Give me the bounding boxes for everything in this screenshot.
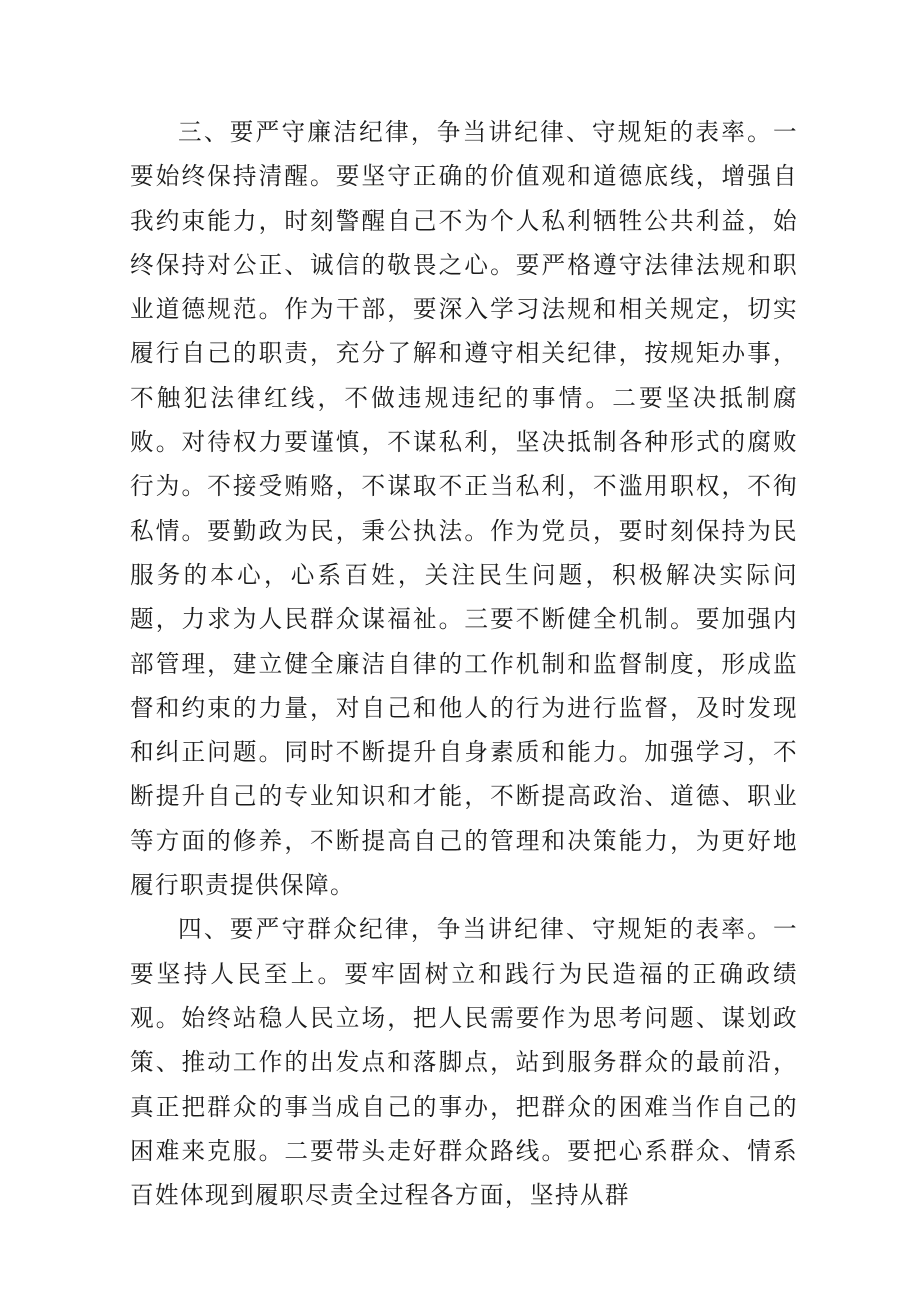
paragraph-section-four: 四、要严守群众纪律，争当讲纪律、守规矩的表率。一要坚持人民至上。要牢固树立和践行为民造福的正确政绩观。始终站稳人民立场，把人民需要作为思考问题、谋划政策、推动工作的出发点和落脚点，站到服务群众的最前沿，真正把群众的事当成自己的事办，把群众的困难当作自己的困难来克服。二要带头走好群众路线。要把心系群众、情系百姓体现到履职尽责全过程各方面，坚持从群	[130, 915, 798, 1210]
document-body	[130, 110, 798, 1217]
paragraph-section-three: 三、要严守廉洁纪律，争当讲纪律、守规矩的表率。一要始终保持清醒。要坚守正确的价值观和道德底线，增强自我约束能力，时刻警醒自己不为个人私利牺牲公共利益，始终保持对公正、诚信的敬畏之心。要严格遵守法律法规和职业道德规范。作为干部，要深入学习法规和相关规定，切实履行自己的职责，充分了解和遵守相关纪律，按规矩办事，不触犯法律红线，不做违规违纪的事情。二要坚决抵制腐败。对待权力要谨慎，不谋私利，坚决抵制各种形式的腐败行为。不接受贿赂，不谋取不正当私利，不滥用职权，不徇私情。要勤政为民，秉公执法。作为党员，要时刻保持为民服务的本心，心系百姓，关注民生问题，积极解决实际问题，力求为人民群众谋福祉。三要不断健全机制。要加强内部管理，建立健全廉洁自律的工作机制和监督制度，形成监督和约束的力量，对自己和他人的行为进行监督，及时发现和纠正问题。同时不断提升自身素质和能力。加强学习，不断提升自己的专业知识和才能，不断提高政治、道德、职业等方面的修养，不断提高自己的管理和决策能力，为更好地履行职责提供保障。	[130, 118, 798, 900]
